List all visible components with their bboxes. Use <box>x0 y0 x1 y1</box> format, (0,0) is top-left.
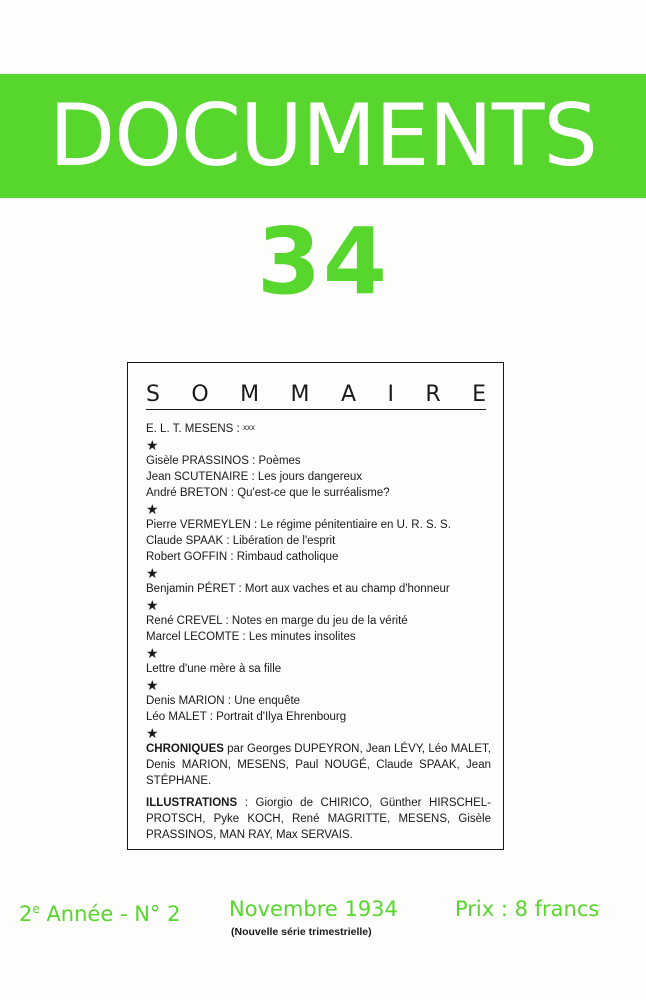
entry-author: Gisèle PRASSINOS <box>146 455 249 467</box>
entry-title: Les minutes insolites <box>248 631 356 643</box>
heading-letter: O <box>191 382 209 407</box>
entry-separator: : <box>248 471 258 483</box>
issue-date: Novembre 1934 <box>229 897 398 921</box>
list-item <box>146 693 491 709</box>
heading-letter: I <box>387 382 394 407</box>
entry-title: Libération de l'esprit <box>232 535 336 547</box>
contents-list <box>146 420 491 843</box>
entry-separator: : <box>227 551 237 563</box>
entry-author: René CREVEL <box>146 615 223 627</box>
illustrations-text: : Giorgio de CHIRICO, Günther HIRSCHEL-PROTSCH, Pyke KOCH, René MAGRITTE, MESENS, Gisèle PRASSINOS, MAN RAY, Max SERVAIS. <box>146 797 491 841</box>
list-item <box>146 469 491 485</box>
heading-letter: S <box>146 382 160 407</box>
entry-separator: : <box>250 519 261 531</box>
entry-title: Rimbaud catholique <box>236 551 339 563</box>
list-item <box>146 485 491 501</box>
star-icon: ★ <box>146 437 159 453</box>
issue-year-number <box>19 895 180 928</box>
sommaire-heading <box>146 381 486 409</box>
list-item <box>146 420 491 437</box>
list-item <box>146 709 491 725</box>
list-item <box>146 629 491 645</box>
entry-title: Portrait d'Ilya Ehrenbourg <box>216 711 347 723</box>
entry-separator: : <box>233 423 243 435</box>
entry-author: Benjamin PÉRET <box>146 583 236 595</box>
list-item <box>146 613 491 629</box>
entry-author: André BRETON <box>146 487 228 499</box>
entry-title: Une enquête <box>234 695 301 707</box>
list-item <box>146 549 491 565</box>
entry-separator: : <box>235 583 245 595</box>
title-banner <box>0 74 646 198</box>
entry-separator: : <box>248 455 259 467</box>
year-digit: 2 <box>19 902 33 926</box>
entry-separator: : <box>222 615 232 627</box>
chroniques-paragraph <box>146 741 491 789</box>
illustrations-paragraph <box>146 795 491 843</box>
entry-title: Le régime pénitentiaire en U. R. S. S. <box>260 519 451 531</box>
list-item <box>146 453 491 469</box>
entry-title: Poèmes <box>258 455 301 467</box>
entry-author: Léo MALET <box>146 711 207 723</box>
list-item <box>146 581 491 597</box>
star-icon: ★ <box>146 597 159 613</box>
list-item <box>146 533 491 549</box>
entry-separator: : <box>227 487 238 499</box>
entry-author: Pierre VERMEYLEN <box>146 519 251 531</box>
heading-letter: M <box>240 382 260 407</box>
star-icon: ★ <box>146 501 159 517</box>
heading-letter: A <box>340 382 357 407</box>
entry-title: Qu'est-ce que le surréalisme? <box>237 487 390 499</box>
entry-title: Les jours dangereux <box>257 471 363 483</box>
list-item <box>146 661 491 677</box>
heading-letter: R <box>425 382 441 407</box>
year-suffix: e <box>32 902 40 916</box>
series-note: (Nouvelle série trimestrielle) <box>231 926 372 938</box>
star-icon: ★ <box>146 677 159 693</box>
chroniques-label: CHRONIQUES <box>146 743 224 755</box>
entry-author: E. L. T. MESENS <box>146 423 234 435</box>
chroniques-text: par Georges DUPEYRON, Jean LÉVY, Léo MALET, Denis MARION, MESENS, Paul NOUGÉ, Claude SPAAK, Jean STÉPHANE. <box>146 743 491 787</box>
entry-title: xxx <box>242 423 255 432</box>
heading-letter: E <box>472 382 486 407</box>
star-icon: ★ <box>146 565 159 581</box>
sommaire-box <box>127 362 504 850</box>
heading-letter: M <box>290 382 310 407</box>
entry-author: Jean SCUTENAIRE <box>146 471 249 483</box>
entry-separator: : <box>223 535 233 547</box>
entry-separator: : <box>206 711 217 723</box>
star-icon: ★ <box>146 725 159 741</box>
list-item <box>146 517 491 533</box>
entry-text: Lettre d'une mère à sa fille <box>146 663 282 675</box>
entry-separator: : <box>239 631 249 643</box>
issue-price: Prix : 8 francs <box>455 897 600 921</box>
magazine-title: DOCUMENTS <box>49 86 597 186</box>
entry-author: Denis MARION <box>146 695 225 707</box>
entry-author: Claude SPAAK <box>146 535 224 547</box>
entry-author: Marcel LECOMTE <box>146 631 240 643</box>
star-icon: ★ <box>146 645 159 661</box>
illustrations-label: ILLUSTRATIONS <box>146 797 238 809</box>
issue-number: 34 <box>256 208 390 315</box>
entry-author: Robert GOFFIN <box>146 551 228 563</box>
year-rest: Année - N° 2 <box>39 902 181 926</box>
entry-title: Notes en marge du jeu de la vérité <box>231 615 408 627</box>
entry-separator: : <box>224 695 235 707</box>
heading-rule <box>146 409 486 410</box>
entry-title: Mort aux vaches et au champ d'honneur <box>244 583 450 595</box>
